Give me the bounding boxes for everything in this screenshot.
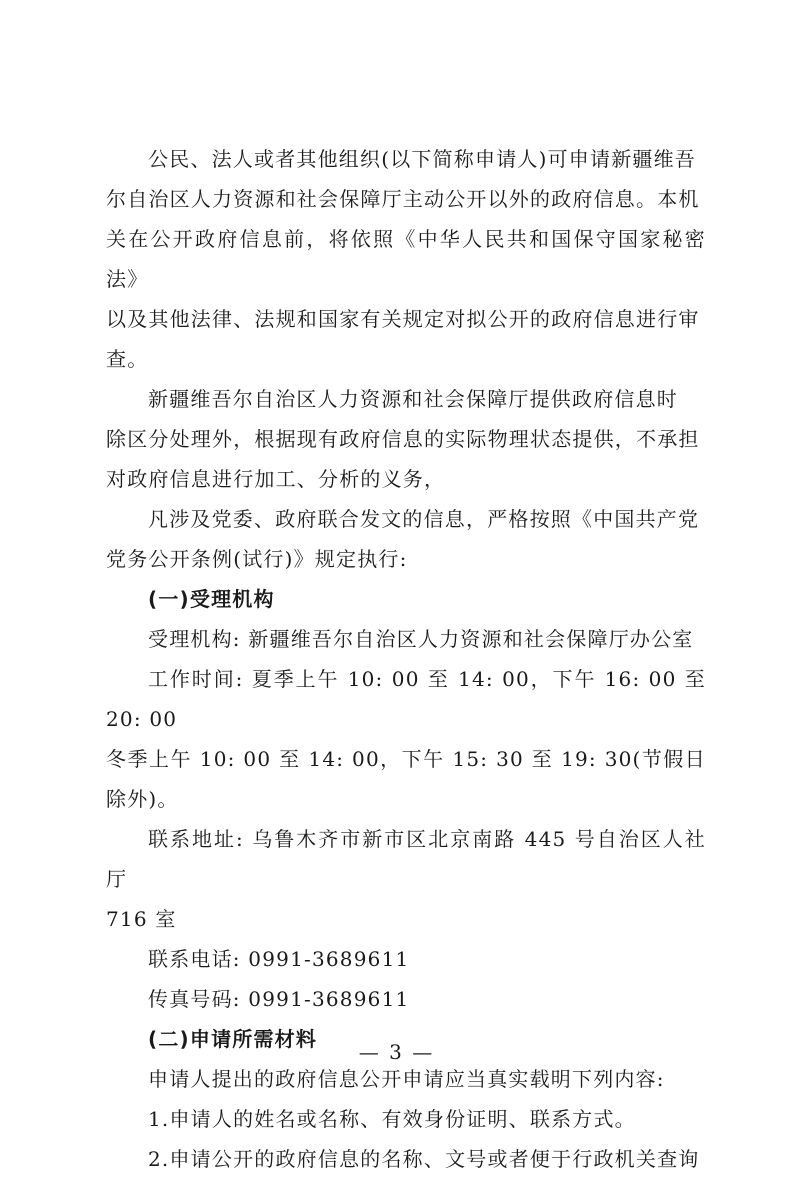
paragraph-application-content bbox=[106, 1059, 706, 1099]
text-line: 申请人提出的政府信息公开申请应当真实载明下列内容: bbox=[148, 1067, 665, 1091]
section-heading-accepting-agency bbox=[106, 579, 706, 619]
text-line: 以及其他法律、法规和国家有关规定对拟公开的政府信息进行审 bbox=[106, 307, 700, 331]
text-line: 关在公开政府信息前，将依照《中华人民共和国保守国家秘密法》 bbox=[106, 227, 706, 291]
paragraph-contact-phone bbox=[106, 939, 706, 979]
text-line: 冬季上午 10: 00 至 14: 00，下午 15: 30 至 19: 30(节假日除外)。 bbox=[106, 747, 706, 811]
text-line: 查。 bbox=[106, 347, 149, 371]
text-line: 新疆维吾尔自治区人力资源和社会保障厅提供政府信息时 bbox=[148, 387, 678, 411]
text-line: 联系电话: 0991-3689611 bbox=[148, 947, 410, 971]
text-line: 公民、法人或者其他组织(以下简称申请人)可申请新疆维吾 bbox=[148, 147, 697, 171]
text-line: 716 室 bbox=[106, 907, 177, 931]
paragraph-applicant-scope bbox=[106, 139, 706, 379]
heading-text: (一)受理机构 bbox=[148, 587, 275, 611]
paragraph-working-hours bbox=[106, 659, 706, 819]
text-line: 2.申请公开的政府信息的名称、文号或者便于行政机关查询 bbox=[148, 1147, 700, 1171]
text-line: 传真号码: 0991-3689611 bbox=[148, 987, 410, 1011]
text-line: 联系地址: 乌鲁木齐市新市区北京南路 445 号自治区人社厅 bbox=[106, 827, 706, 891]
text-line: 受理机构: 新疆维吾尔自治区人力资源和社会保障厅办公室 bbox=[148, 627, 694, 651]
text-line: 党务公开条例(试行)》规定执行: bbox=[106, 547, 408, 571]
heading-text: (二)申请所需材料 bbox=[148, 1027, 318, 1051]
paragraph-provision-rules bbox=[106, 379, 706, 499]
paragraph-contact-address bbox=[106, 819, 706, 939]
text-line: 除区分处理外，根据现有政府信息的实际物理状态提供，不承担 bbox=[106, 427, 700, 451]
paragraph-fax-number bbox=[106, 979, 706, 1019]
text-line: 工作时间: 夏季上午 10: 00 至 14: 00，下午 16: 00 至 20: 00 bbox=[106, 667, 706, 731]
document-body bbox=[106, 139, 706, 1179]
page-number: — 3 — bbox=[358, 1040, 435, 1064]
paragraph-party-documents bbox=[106, 499, 706, 579]
paragraph-item-2 bbox=[106, 1139, 706, 1179]
text-line: 尔自治区人力资源和社会保障厅主动公开以外的政府信息。本机 bbox=[106, 187, 700, 211]
text-line: 1.申请人的姓名或名称、有效身份证明、联系方式。 bbox=[148, 1107, 636, 1131]
text-line: 凡涉及党委、政府联合发文的信息，严格按照《中国共产党 bbox=[148, 507, 700, 531]
paragraph-accepting-agency bbox=[106, 619, 706, 659]
text-line: 对政府信息进行加工、分析的义务， bbox=[106, 467, 446, 491]
paragraph-item-1 bbox=[106, 1099, 706, 1139]
